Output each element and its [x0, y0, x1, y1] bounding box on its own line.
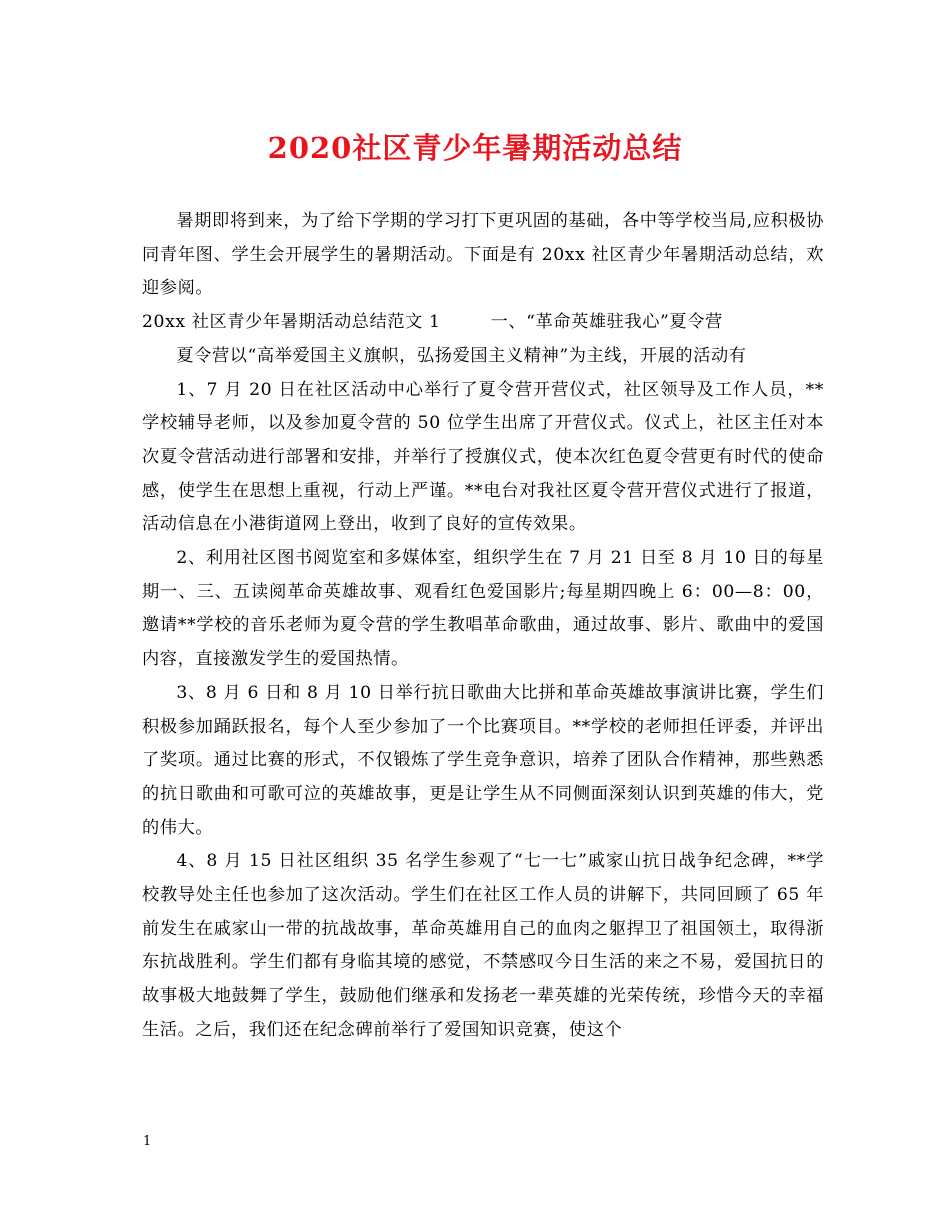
theme-paragraph: 夏令营以“高举爱国主义旗帜，弘扬爱国主义精神”为主线，开展的活动有	[176, 345, 747, 366]
activity-paragraph-1: 1、7 月 20 日在社区活动中心举行了夏令营开营仪式，社区领导及工作人员，**学校辅导老师，以及参加夏令营的 50 位学生出席了开营仪式。仪式上，社区主任对本次夏令营活动进行部署和安排，并举行了授旗仪式，使本次红色夏令营更有时代的使命感，使学生在思想上重视，行动上严谨。**电台对我社区夏令营开营仪式进行了报道，活动信息在小港街道网上登出，收到了良好的宣传效果。	[142, 379, 824, 535]
sample-heading: 20xx 社区青少年暑期活动总结范文 1	[142, 312, 441, 333]
page-number: 1	[143, 1134, 152, 1149]
section-heading: 一、“革命英雄驻我心”夏令营	[490, 312, 723, 333]
heading-spacer	[441, 306, 491, 340]
activity-paragraph-4: 4、8 月 15 日社区组织 35 名学生参观了“七一七”戚家山抗日战争纪念碑，**学校教导处主任也参加了这次活动。学生们在社区工作人员的讲解下，共同回顾了 65 年前发生在戚家山一带的抗战故事，革命英雄用自己的血肉之躯捍卫了祖国领土，取得浙东抗战胜利。学生们都有身临其境的感觉，不禁感叹今日生活的来之不易，爱国抗日的故事极大地鼓舞了学生，鼓励他们继承和发扬老一辈英雄的光荣传统，珍惜今天的幸福生活。之后，我们还在纪念碑前举行了爱国知识竞赛，使这个	[142, 851, 824, 1040]
document-title: 2020社区青少年暑期活动总结	[267, 131, 683, 165]
activity-paragraph-2: 2、利用社区图书阅览室和多媒体室，组织学生在 7 月 21 日至 8 月 10 日的每星期一、三、五读阅革命英雄故事、观看红色爱国影片;每星期四晚上 6：00—8：00，邀请**学校的音乐老师为夏令营的学生教唱革命歌曲，通过故事、影片、歌曲中的爱国内容，直接激发学生的爱国热情。	[142, 548, 824, 670]
intro-paragraph: 暑期即将到来，为了给下学期的学习打下更巩固的基础，各中等学校当局,应积极协同青年图、学生会开展学生的暑期活动。下面是有 20xx 社区青少年暑期活动总结，欢迎参阅。	[142, 211, 824, 299]
sample-heading-line	[142, 306, 824, 340]
activity-paragraph-3: 3、8 月 6 日和 8 月 10 日举行抗日歌曲大比拼和革命英雄故事演讲比赛，学生们积极参加踊跃报名，每个人至少参加了一个比赛项目。**学校的老师担任评委，并评出了奖项。通过比赛的形式，不仅锻炼了学生竞争意识，培养了团队合作精神，那些熟悉的抗日歌曲和可歌可泣的英雄故事，更是让学生从不同侧面深刻认识到英雄的伟大，党的伟大。	[142, 682, 824, 838]
document-body	[142, 205, 824, 1048]
